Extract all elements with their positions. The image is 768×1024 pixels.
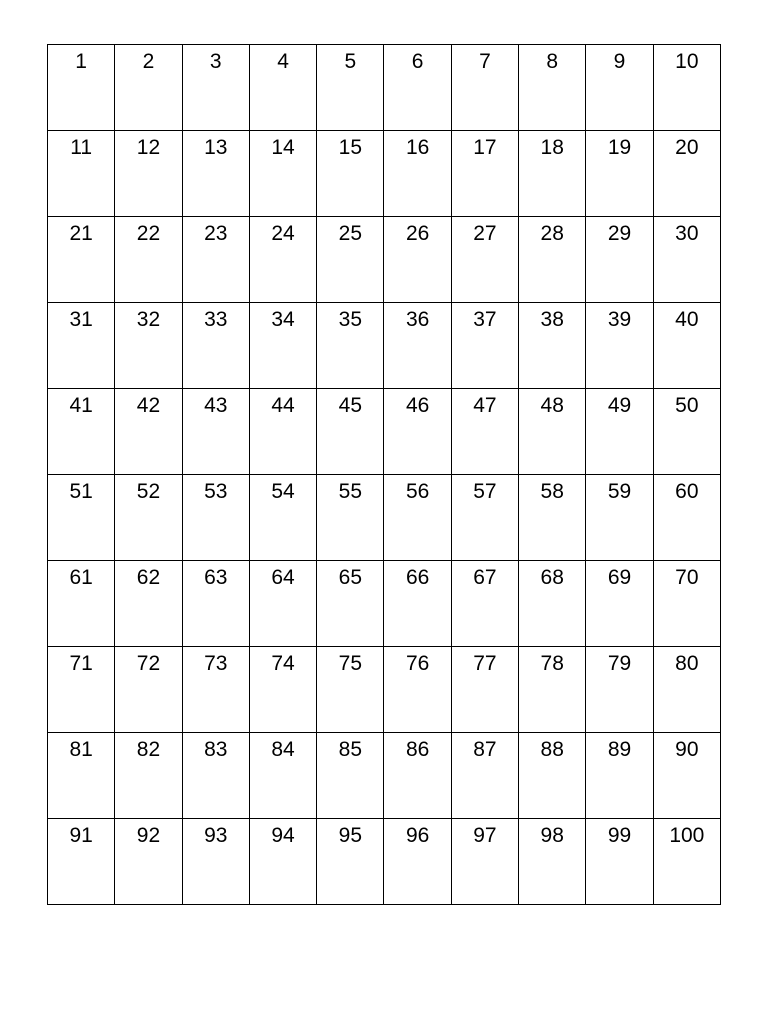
table-cell <box>384 389 451 475</box>
cell-number: 70 <box>675 566 699 589</box>
cell-number: 99 <box>607 824 632 847</box>
table-cell <box>653 819 720 905</box>
table-cell <box>182 475 249 561</box>
table-cell <box>249 733 316 819</box>
table-cell <box>586 475 653 561</box>
cell-number: 3 <box>209 50 222 73</box>
table-cell <box>115 303 182 389</box>
cell-number: 44 <box>271 394 295 417</box>
cell-number: 67 <box>473 566 497 589</box>
table-cell <box>451 217 518 303</box>
cell-number: 40 <box>675 308 699 331</box>
cell-number: 39 <box>607 308 632 331</box>
table-cell <box>182 561 249 647</box>
cell-number: 76 <box>405 652 430 675</box>
cell-number: 19 <box>607 136 632 159</box>
table-cell <box>451 819 518 905</box>
table-cell <box>519 45 586 131</box>
cell-number: 75 <box>338 652 363 675</box>
table-cell <box>653 733 720 819</box>
cell-number: 4 <box>277 50 289 73</box>
cell-number: 72 <box>136 652 161 675</box>
table-cell <box>249 389 316 475</box>
cell-number: 83 <box>204 738 228 761</box>
cell-number: 60 <box>675 480 699 503</box>
table-cell <box>48 389 115 475</box>
table-cell <box>451 389 518 475</box>
table-cell <box>519 217 586 303</box>
cell-number: 22 <box>136 222 161 245</box>
cell-number: 26 <box>405 222 430 245</box>
table-cell <box>317 303 384 389</box>
cell-number: 28 <box>540 222 564 245</box>
table-cell <box>519 733 586 819</box>
cell-number: 11 <box>70 136 93 159</box>
cell-number: 85 <box>338 738 363 761</box>
cell-number: 10 <box>675 50 699 73</box>
table-cell <box>249 131 316 217</box>
table-cell <box>249 475 316 561</box>
cell-number: 35 <box>338 308 363 331</box>
table-cell <box>586 389 653 475</box>
table-cell <box>115 45 182 131</box>
cell-number: 77 <box>473 652 497 675</box>
cell-number: 37 <box>473 308 497 331</box>
table-cell <box>48 303 115 389</box>
table-cell <box>519 389 586 475</box>
cell-number: 98 <box>540 824 564 847</box>
cell-number: 68 <box>540 566 564 589</box>
cell-number: 12 <box>136 136 161 159</box>
table-cell <box>653 647 720 733</box>
table-row <box>48 647 721 733</box>
table-row <box>48 217 721 303</box>
table-cell <box>249 45 316 131</box>
cell-number: 92 <box>136 824 161 847</box>
cell-number: 29 <box>607 222 632 245</box>
hundreds-chart-table <box>47 44 721 905</box>
table-cell <box>519 475 586 561</box>
cell-number: 97 <box>473 824 497 847</box>
cell-number: 52 <box>136 480 161 503</box>
table-cell <box>451 647 518 733</box>
cell-number: 89 <box>607 738 632 761</box>
cell-number: 42 <box>136 394 161 417</box>
cell-number: 27 <box>473 222 497 245</box>
cell-number: 93 <box>204 824 228 847</box>
table-cell <box>182 303 249 389</box>
cell-number: 23 <box>204 222 228 245</box>
cell-number: 50 <box>675 394 699 417</box>
cell-number: 46 <box>405 394 430 417</box>
table-cell <box>317 45 384 131</box>
table-cell <box>48 561 115 647</box>
table-row <box>48 303 721 389</box>
cell-number: 32 <box>136 308 161 331</box>
table-cell <box>586 561 653 647</box>
table-cell <box>249 561 316 647</box>
table-cell <box>317 733 384 819</box>
table-cell <box>182 45 249 131</box>
table-cell <box>317 389 384 475</box>
cell-number: 7 <box>479 50 491 73</box>
cell-number: 25 <box>338 222 363 245</box>
table-cell <box>317 819 384 905</box>
table-cell <box>586 131 653 217</box>
cell-number: 14 <box>271 136 295 159</box>
table-row <box>48 819 721 905</box>
table-cell <box>451 45 518 131</box>
cell-number: 81 <box>69 738 93 761</box>
table-cell <box>48 819 115 905</box>
table-cell <box>384 217 451 303</box>
cell-number: 6 <box>411 50 424 73</box>
cell-number: 43 <box>204 394 228 417</box>
table-cell <box>451 303 518 389</box>
cell-number: 62 <box>136 566 161 589</box>
cell-number: 20 <box>675 136 699 159</box>
cell-number: 15 <box>338 136 363 159</box>
cell-number: 54 <box>271 480 295 503</box>
cell-number: 41 <box>69 394 93 417</box>
table-cell <box>317 647 384 733</box>
table-cell <box>451 131 518 217</box>
table-cell <box>451 561 518 647</box>
table-cell <box>586 819 653 905</box>
table-cell <box>586 647 653 733</box>
cell-number: 66 <box>405 566 430 589</box>
cell-number: 31 <box>69 308 93 331</box>
cell-number: 16 <box>405 136 430 159</box>
cell-number: 13 <box>204 136 228 159</box>
cell-number: 45 <box>338 394 363 417</box>
table-cell <box>519 131 586 217</box>
table-cell <box>384 131 451 217</box>
table-cell <box>586 45 653 131</box>
cell-number: 95 <box>338 824 363 847</box>
table-row <box>48 561 721 647</box>
table-cell <box>249 217 316 303</box>
table-cell <box>317 217 384 303</box>
table-cell <box>182 647 249 733</box>
table-cell <box>384 647 451 733</box>
table-row <box>48 733 721 819</box>
cell-number: 65 <box>338 566 363 589</box>
table-cell <box>48 733 115 819</box>
table-cell <box>317 131 384 217</box>
table-cell <box>48 217 115 303</box>
table-cell <box>48 647 115 733</box>
table-cell <box>182 389 249 475</box>
cell-number: 2 <box>142 50 155 73</box>
cell-number: 91 <box>69 824 93 847</box>
table-cell <box>586 217 653 303</box>
table-cell <box>182 819 249 905</box>
cell-number: 58 <box>540 480 564 503</box>
cell-number: 71 <box>69 652 93 675</box>
cell-number: 51 <box>69 480 93 503</box>
cell-number: 79 <box>607 652 632 675</box>
table-cell <box>317 475 384 561</box>
table-cell <box>653 303 720 389</box>
table-cell <box>384 303 451 389</box>
cell-number: 24 <box>271 222 295 245</box>
cell-number: 5 <box>344 50 357 73</box>
cell-number: 87 <box>473 738 497 761</box>
cell-number: 59 <box>607 480 632 503</box>
table-cell <box>115 733 182 819</box>
cell-number: 36 <box>405 308 430 331</box>
table-cell <box>586 733 653 819</box>
table-cell <box>115 475 182 561</box>
table-cell <box>249 647 316 733</box>
table-cell <box>451 733 518 819</box>
table-cell <box>115 647 182 733</box>
cell-number: 30 <box>675 222 699 245</box>
table-cell <box>249 819 316 905</box>
cell-number: 57 <box>473 480 497 503</box>
table-cell <box>519 647 586 733</box>
table-cell <box>384 45 451 131</box>
table-cell <box>115 561 182 647</box>
cell-number: 53 <box>204 480 228 503</box>
cell-number: 48 <box>540 394 564 417</box>
cell-number: 55 <box>338 480 363 503</box>
hundreds-chart-body <box>48 45 721 905</box>
table-cell <box>182 131 249 217</box>
cell-number: 61 <box>69 566 93 589</box>
table-row <box>48 131 721 217</box>
table-cell <box>653 389 720 475</box>
table-cell <box>653 217 720 303</box>
table-cell <box>182 217 249 303</box>
cell-number: 47 <box>473 394 497 417</box>
table-cell <box>48 45 115 131</box>
cell-number: 8 <box>546 50 559 73</box>
table-cell <box>451 475 518 561</box>
table-cell <box>115 217 182 303</box>
table-cell <box>249 303 316 389</box>
cell-number: 69 <box>607 566 632 589</box>
cell-number: 74 <box>271 652 295 675</box>
table-cell <box>653 131 720 217</box>
cell-number: 17 <box>473 136 497 159</box>
cell-number: 64 <box>271 566 295 589</box>
cell-number: 73 <box>204 652 228 675</box>
cell-number: 38 <box>540 308 564 331</box>
cell-number: 9 <box>613 50 626 73</box>
cell-number: 80 <box>675 652 699 675</box>
cell-number: 78 <box>540 652 564 675</box>
cell-number: 18 <box>540 136 564 159</box>
table-row <box>48 389 721 475</box>
cell-number: 34 <box>271 308 295 331</box>
table-cell <box>48 475 115 561</box>
table-row <box>48 45 721 131</box>
table-cell <box>115 389 182 475</box>
table-cell <box>384 561 451 647</box>
table-cell <box>384 733 451 819</box>
cell-number: 21 <box>69 222 93 245</box>
table-row <box>48 475 721 561</box>
cell-number: 94 <box>271 824 295 847</box>
table-cell <box>519 561 586 647</box>
table-cell <box>519 819 586 905</box>
cell-number: 90 <box>675 738 699 761</box>
table-cell <box>48 131 115 217</box>
cell-number: 84 <box>271 738 295 761</box>
cell-number: 33 <box>204 308 228 331</box>
table-cell <box>115 131 182 217</box>
table-cell <box>586 303 653 389</box>
cell-number: 63 <box>204 566 228 589</box>
cell-number: 56 <box>405 480 430 503</box>
table-cell <box>384 819 451 905</box>
cell-number: 82 <box>136 738 161 761</box>
table-cell <box>182 733 249 819</box>
cell-number: 86 <box>405 738 430 761</box>
cell-number: 88 <box>540 738 564 761</box>
table-cell <box>317 561 384 647</box>
table-cell <box>519 303 586 389</box>
table-cell <box>115 819 182 905</box>
cell-number: 100 <box>669 824 705 847</box>
table-cell <box>384 475 451 561</box>
cell-number: 1 <box>75 50 87 73</box>
table-cell <box>653 475 720 561</box>
cell-number: 49 <box>607 394 632 417</box>
table-cell <box>653 45 720 131</box>
cell-number: 96 <box>405 824 430 847</box>
table-cell <box>653 561 720 647</box>
